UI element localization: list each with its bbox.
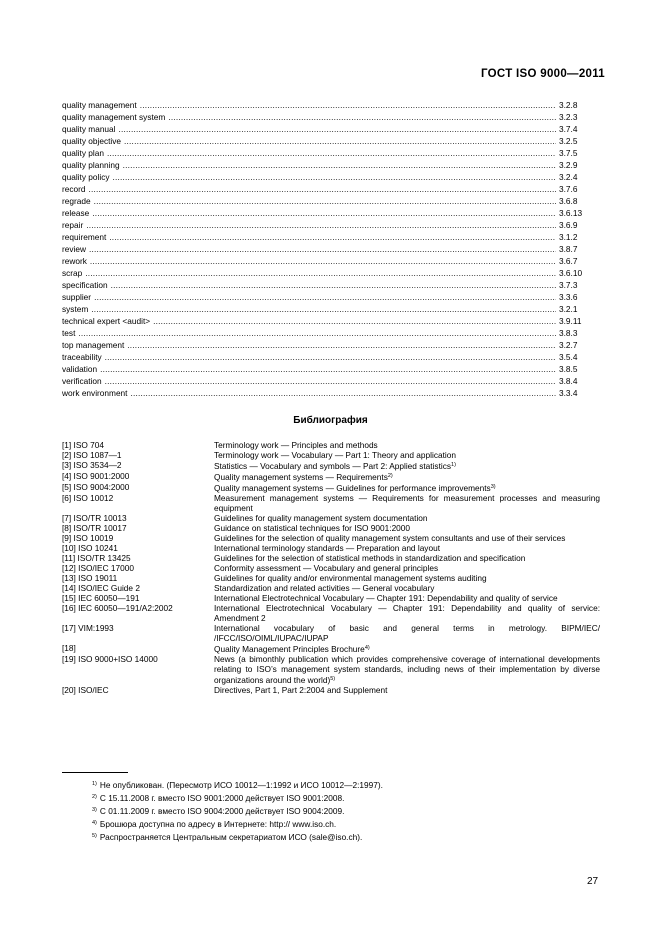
bibliography-entry	[62, 593, 600, 603]
bib-ref: [9] ISO 10019	[62, 533, 114, 543]
bib-ref: [18]	[62, 643, 76, 653]
index-term: scrap	[62, 268, 83, 278]
bib-text: International vocabulary of basic and general terms in metrology. BIPM/IEC/ /IFCC/ISO/OIML/IUPAC/IUPAP	[214, 623, 600, 643]
bib-text: Directives, Part 1, Part 2:2004 and Supplement	[214, 685, 388, 695]
index-row	[62, 147, 597, 159]
bib-text: Conformity assessment — Vocabulary and general principles	[214, 563, 439, 573]
footnotes	[92, 778, 383, 843]
footnote	[92, 817, 383, 830]
index-term: release	[62, 208, 90, 218]
index-ref: 3.6.10	[559, 268, 583, 278]
footnote-text: С 01.11.2009 г. вместо ISO 9004:2000 действует ISO 9004:2009.	[99, 806, 345, 816]
bibliography-entry	[62, 543, 600, 553]
bib-text: Guidance on statistical techniques for ISO 9001:2000	[214, 523, 411, 533]
index-row	[62, 327, 597, 339]
bibliography-entry	[62, 563, 600, 573]
index-term: traceability	[62, 352, 102, 362]
bibliography-title: Библиография	[293, 415, 368, 426]
index-row	[62, 219, 597, 231]
bib-text: News (a bimonthly publication which provides comprehensive coverage of international developments relating to ISO’s management system standards, including news of their implementation by diverse organizations around the world)	[214, 654, 600, 685]
page-number: 27	[587, 876, 599, 887]
footnote-number: 2)	[92, 794, 97, 800]
index-term: quality objective	[62, 136, 122, 146]
bibliography-entry	[62, 523, 600, 533]
bib-text: Terminology work — Vocabulary — Part 1: Theory and application	[214, 450, 456, 460]
bib-ref: [19] ISO 9000+ISO 14000	[62, 654, 158, 664]
index-ref: 3.3.4	[559, 388, 578, 398]
index-ref: 3.7.6	[559, 184, 578, 194]
bib-text: International Electrotechnical Vocabulary — Chapter 191: Dependability and quality of service	[214, 593, 558, 603]
index-ref: 3.2.7	[559, 340, 578, 350]
footnote	[92, 804, 383, 817]
bib-text: Guidelines for quality management system documentation	[214, 513, 428, 523]
index-row	[62, 111, 597, 123]
index-ref: 3.1.2	[559, 232, 578, 242]
bibliography-entry	[62, 573, 600, 583]
bibliography-entry	[62, 685, 600, 695]
bib-ref: [17] VIM:1993	[62, 623, 114, 633]
bibliography-entry	[62, 482, 600, 493]
footnote-mark: 3)	[490, 484, 496, 490]
index-ref: 3.6.7	[559, 256, 578, 266]
bib-ref: [13] ISO 19011	[62, 573, 118, 583]
index-ref: 3.2.9	[559, 160, 578, 170]
index-row	[62, 231, 597, 243]
bib-ref: [3] ISO 3534—2	[62, 460, 122, 470]
index-row	[62, 195, 597, 207]
index-term: specification	[62, 280, 108, 290]
footnote	[92, 791, 383, 804]
bib-text: Standardization and related activities — General vocabulary	[214, 583, 435, 593]
bibliography-entry	[62, 623, 600, 643]
bib-ref: [14] ISO/IEC Guide 2	[62, 583, 140, 593]
footnote-number: 1)	[92, 781, 97, 787]
bib-text: International terminology standards — Preparation and layout	[214, 543, 440, 553]
footnote-text: Распространяется Центральным секретариатом ИСО (sale@iso.ch).	[99, 832, 363, 842]
bibliography-entry	[62, 654, 600, 685]
footnote-divider	[62, 772, 128, 773]
index-term: supplier	[62, 292, 92, 302]
bibliography-entry	[62, 440, 600, 450]
index-term: verification	[62, 376, 102, 386]
bib-ref: [11] ISO/TR 13425	[62, 553, 131, 563]
index-row	[62, 243, 597, 255]
bib-text: Statistics — Vocabulary and symbols — Part 2: Applied statistics	[214, 461, 452, 471]
index-ref: 3.8.7	[559, 244, 578, 254]
index-term: record	[62, 184, 86, 194]
bib-text: International Electrotechnical Vocabulary — Chapter 191: Dependability and quality of service: Amendment 2	[214, 603, 600, 623]
index-row	[62, 207, 597, 219]
bib-ref: [4] ISO 9001:2000	[62, 471, 130, 481]
bibliography-entry	[62, 460, 600, 471]
index-row	[62, 315, 597, 327]
bibliography-entry	[62, 493, 600, 513]
bib-text: Quality Management Principles Brochure	[214, 644, 365, 654]
bib-text: Terminology work — Principles and methods	[214, 440, 378, 450]
index-term: quality management system	[62, 112, 166, 122]
index-term: repair	[62, 220, 84, 230]
index-row	[62, 375, 597, 387]
index-term: requirement	[62, 232, 107, 242]
index-row	[62, 387, 597, 399]
index-term: technical expert <audit>	[62, 316, 151, 326]
index-ref: 3.5.4	[559, 352, 578, 362]
index-row	[62, 267, 597, 279]
footnote-text: Не опубликован. (Пересмотр ИСО 10012—1:1992 и ИСО 10012—2:1997).	[99, 780, 383, 790]
bib-text: Quality management systems — Requirements	[214, 472, 388, 482]
bibliography-entry	[62, 533, 600, 543]
bib-text: Quality management systems — Guidelines for performance improvements	[214, 483, 491, 493]
bib-ref: [2] ISO 1087—1	[62, 450, 122, 460]
index-term: top management	[62, 340, 125, 350]
index-term: test	[62, 328, 76, 338]
index-ref: 3.7.4	[559, 124, 578, 134]
index-term: regrade	[62, 196, 91, 206]
index-ref: 3.7.5	[559, 148, 578, 158]
bibliography-list	[62, 440, 600, 695]
index-term: validation	[62, 364, 98, 374]
bib-ref: [20] ISO/IEC	[62, 685, 109, 695]
index-ref: 3.2.4	[559, 172, 578, 182]
index-row	[62, 339, 597, 351]
index-row	[62, 279, 597, 291]
footnote-mark: 5)	[330, 676, 336, 682]
index-row	[62, 159, 597, 171]
bib-ref: [5] ISO 9004:2000	[62, 482, 130, 492]
document-header: ГОСТ ISO 9000—2011	[481, 68, 605, 80]
bibliography-entry	[62, 471, 600, 482]
index-ref: 3.2.1	[559, 304, 578, 314]
index-term: quality management	[62, 100, 137, 110]
bib-ref: [1] ISO 704	[62, 440, 104, 450]
bibliography-entry	[62, 450, 600, 460]
footnote-number: 4)	[92, 820, 97, 826]
footnote-number: 5)	[92, 833, 97, 839]
index-row	[62, 303, 597, 315]
index-ref: 3.6.9	[559, 220, 578, 230]
footnote-number: 3)	[92, 807, 97, 813]
footnote	[92, 830, 383, 843]
bibliography-entry	[62, 553, 600, 563]
index-row	[62, 291, 597, 303]
index-term: quality plan	[62, 148, 104, 158]
index-ref: 3.8.3	[559, 328, 578, 338]
index-term: quality planning	[62, 160, 120, 170]
bib-text: Guidelines for quality and/or environmental management systems auditing	[214, 573, 487, 583]
index-ref: 3.3.6	[559, 292, 578, 302]
bib-text: Guidelines for the selection of statistical methods in standardization and specification	[214, 553, 526, 563]
index-term: quality policy	[62, 172, 110, 182]
bib-text: Guidelines for the selection of quality management system consultants and use of their services	[214, 533, 566, 543]
index-row	[62, 135, 597, 147]
index-term: review	[62, 244, 86, 254]
index-term: quality manual	[62, 124, 116, 134]
index-ref: 3.8.4	[559, 376, 578, 386]
bib-ref: [6] ISO 10012	[62, 493, 114, 503]
index-row	[62, 171, 597, 183]
index-term: work environment	[62, 388, 128, 398]
bib-ref: [12] ISO/IEC 17000	[62, 563, 134, 573]
index-ref: 3.2.3	[559, 112, 578, 122]
bibliography-entry	[62, 583, 600, 593]
bib-text: Measurement management systems — Requirements for measurement processes and measuring equipment	[214, 493, 600, 513]
bib-ref: [15] IEC 60050—191	[62, 593, 140, 603]
footnote	[92, 778, 383, 791]
index-ref: 3.2.5	[559, 136, 578, 146]
index-ref: 3.8.5	[559, 364, 578, 374]
index-ref: 3.6.13	[559, 208, 583, 218]
index-ref: 3.7.3	[559, 280, 578, 290]
index-ref: 3.6.8	[559, 196, 578, 206]
bib-ref: [7] ISO/TR 10013	[62, 513, 127, 523]
index-row	[62, 255, 597, 267]
index-ref: 3.2.8	[559, 100, 578, 110]
bib-ref: [8] ISO/TR 10017	[62, 523, 127, 533]
term-index	[62, 99, 597, 399]
index-term: rework	[62, 256, 87, 266]
footnote-mark: 1)	[451, 462, 456, 468]
bib-ref: [16] IEC 60050—191/A2:2002	[62, 603, 173, 613]
index-row	[62, 363, 597, 375]
bibliography-entry	[62, 603, 600, 623]
index-row	[62, 99, 597, 111]
index-term: system	[62, 304, 89, 314]
bibliography-entry	[62, 643, 600, 654]
index-row	[62, 183, 597, 195]
footnote-text: С 15.11.2008 г. вместо ISO 9001:2000 действует ISO 9001:2008.	[99, 793, 345, 803]
index-row	[62, 123, 597, 135]
index-row	[62, 351, 597, 363]
footnote-text: Брошюра доступна по адресу в Интернете: http:// www.iso.ch.	[99, 819, 337, 829]
footnote-mark: 2)	[387, 473, 393, 479]
bibliography-entry	[62, 513, 600, 523]
footnote-mark: 4)	[364, 645, 370, 651]
index-ref: 3.9.11	[559, 316, 582, 326]
bib-ref: [10] ISO 10241	[62, 543, 118, 553]
